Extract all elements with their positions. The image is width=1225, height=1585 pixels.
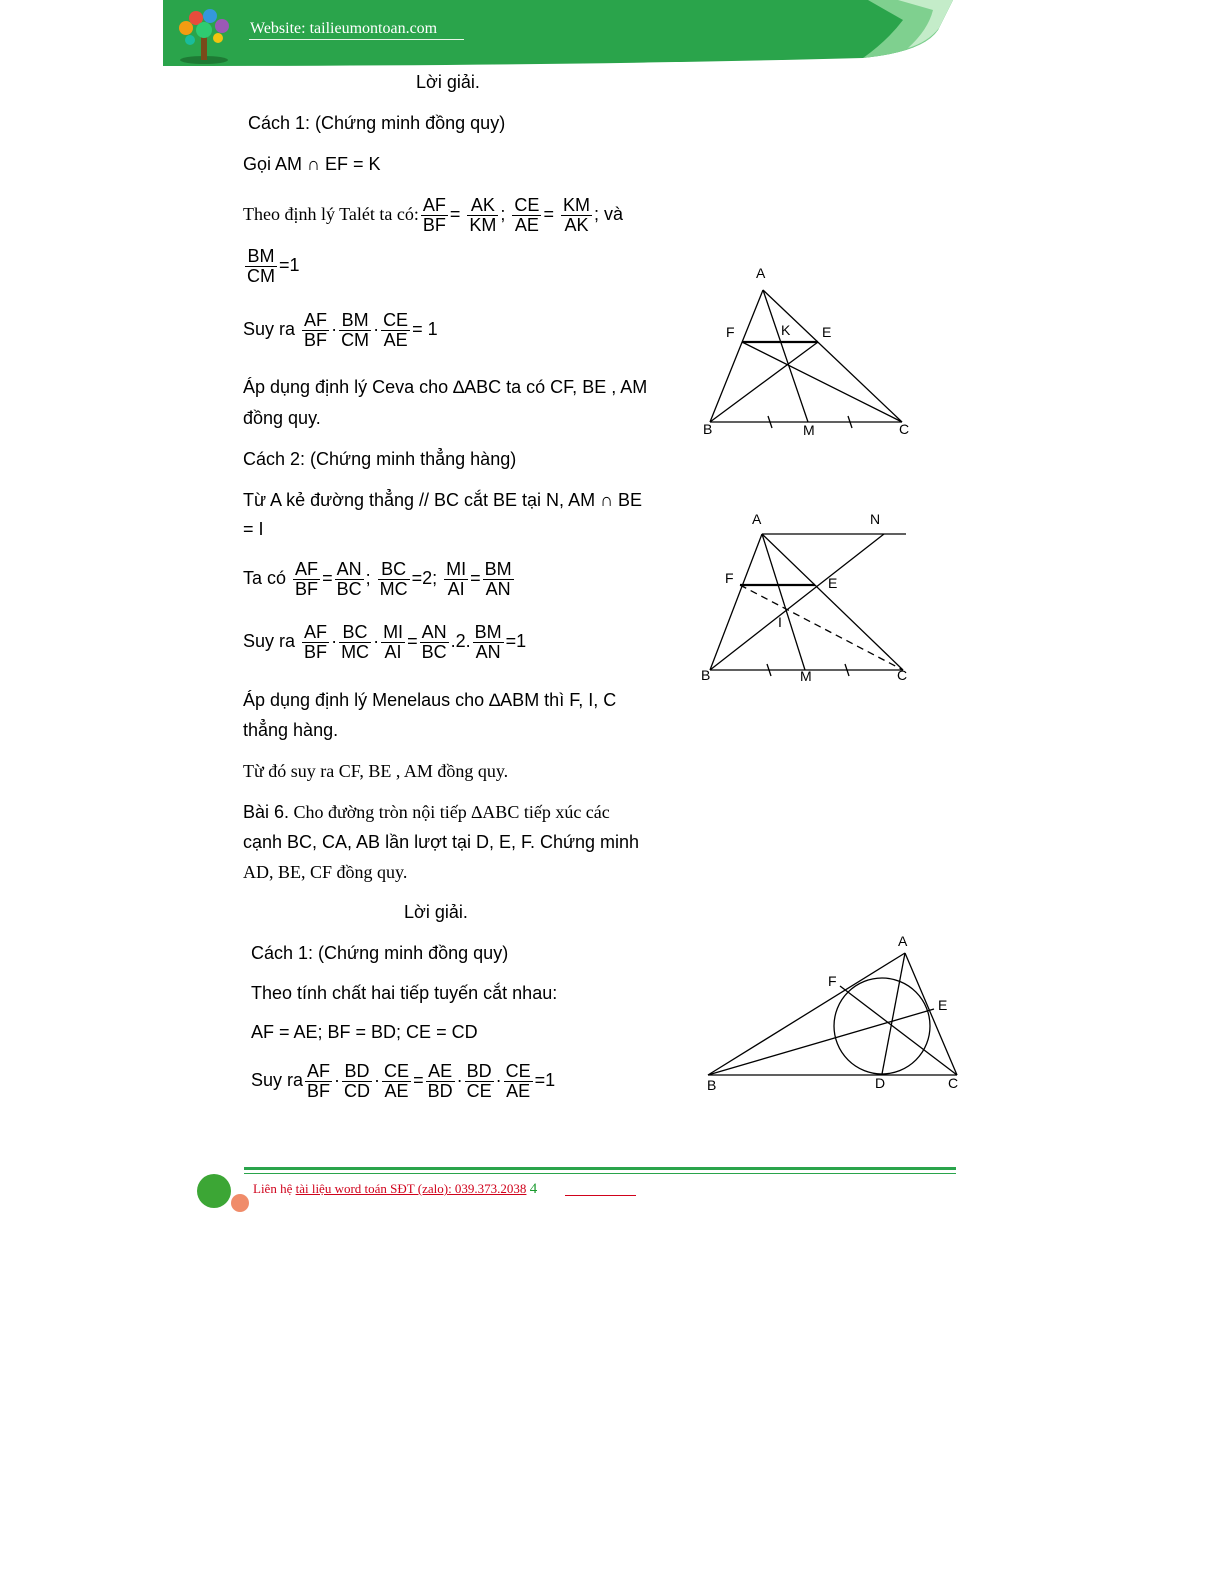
fraction: $\frac{KM}{AK}$ — [562, 195, 590, 235]
fig3-label-c: C — [948, 1075, 959, 1091]
problem-6-line-3: AD, BE, CF đồng quy. — [243, 862, 408, 882]
ceva-conclusion: Áp dụng định lý Ceva cho ∆ABC ta có CF, BE , AM — [243, 377, 648, 397]
fig2-label-e: E — [828, 575, 838, 591]
fig3-label-b: B — [707, 1077, 717, 1093]
fraction: $\frac{BM}{CM}$ — [247, 246, 275, 286]
method-1-title-b6: Cách 1: (Chứng minh đồng quy) — [251, 943, 509, 963]
tree-logo-icon — [172, 6, 236, 66]
contact-link[interactable]: tài liệu word toán SĐT (zalo): 039.373.2038 — [295, 1181, 527, 1196]
contact-underline — [565, 1195, 636, 1196]
construction-text: Từ A kẻ đường thẳng // BC cắt BE tại N, AM ∩ BE — [243, 490, 643, 510]
fig3-label-d: D — [875, 1075, 886, 1091]
construction-text-2: = I — [243, 519, 264, 539]
incircle-product: Suy ra $\frac{AF}{BF}$ · $\frac{BD}{CD}$ · $\frac{CE}{AE}$ = $\frac{AE}{BD}$ · $\frac{BD}{CE}$ · $\frac{CE}{AE}$ =1 — [251, 1061, 556, 1101]
method-1-title: Cách 1: (Chứng minh đồng quy) — [248, 113, 506, 133]
problem-text: Cho đường tròn nội tiếp ∆ABC tiếp xúc các — [289, 802, 610, 822]
fig1-label-f: F — [726, 324, 735, 340]
fig2-label-m: M — [800, 668, 812, 684]
intersection-statement: Gọi AM ∩ EF = K — [243, 154, 381, 174]
fig2-label-b: B — [701, 667, 711, 683]
ratio-bm-cm: $\frac{BM}{CM}$ =1 — [247, 246, 300, 286]
page-number: 4 — [529, 1181, 538, 1197]
final-conclusion: Từ đó suy ra CF, BE , AM đồng quy. — [243, 761, 509, 781]
thales-prefix: Theo định lý Talét ta có: — [243, 204, 419, 225]
thales-line: Theo định lý Talét ta có: $\frac{AF}{BF}$ = $\frac{AK}{KM}$ ; $\frac{CE}{AE}$ = $\frac{KM}{AK}$ ; và — [243, 195, 623, 235]
fig3-label-f: F — [828, 973, 837, 989]
fig1-label-b: B — [703, 421, 713, 437]
fraction: $\frac{AF}{BF}$ — [422, 195, 446, 235]
and-text: ; và — [593, 204, 623, 225]
menelaus-conclusion: Áp dụng định lý Menelaus cho ∆ABM thì F, I, C — [243, 690, 617, 710]
problem-6-line-2: cạnh BC, CA, AB lần lượt tại D, E, F. Chứng minh — [243, 832, 640, 852]
fig1-label-c: C — [899, 421, 910, 437]
figure-ceva-triangle — [700, 260, 920, 445]
solution-heading-2: Lời giải. — [404, 902, 468, 922]
tangent-equalities: AF = AE; BF = BD; CE = CD — [251, 1022, 478, 1042]
fig2-label-c: C — [897, 667, 908, 683]
ceva-product: Suy ra $\frac{AF}{BF}$ · $\frac{BM}{CM}$ · $\frac{CE}{AE}$ = 1 — [243, 310, 438, 350]
menelaus-product: Suy ra $\frac{AF}{BF}$ · $\frac{BC}{MC}$ · $\frac{MI}{AI}$ = $\frac{AN}{BC}$ .2. $\frac{BM}{AN}$ =1 — [243, 622, 527, 662]
footer-rule — [244, 1167, 956, 1170]
fig2-label-a: A — [752, 511, 762, 527]
ratios-line: Ta có $\frac{AF}{BF}$ = $\frac{AN}{BC}$ ; $\frac{BC}{MC}$ =2; $\frac{MI}{AI}$ = $\frac{BM}{AN}$ — [243, 559, 512, 599]
footer-bubbles-icon — [193, 1170, 253, 1216]
figure-menelaus-triangle — [698, 505, 918, 690]
website-underline — [249, 39, 464, 40]
website-label: Website: tailieumontoan.com — [250, 20, 438, 37]
footer-contact: Liên hệ tài liệu word toán SĐT (zalo): 039.373.2038 4 — [253, 1181, 538, 1197]
fig2-label-f: F — [725, 570, 734, 586]
fig1-label-a: A — [756, 265, 766, 281]
fig3-label-a: A — [898, 933, 908, 949]
problem-6 — [243, 802, 610, 823]
fraction: $\frac{AK}{KM}$ — [469, 195, 497, 235]
solution-heading-1: Lời giải. — [416, 72, 480, 92]
fig1-label-e: E — [822, 324, 832, 340]
fig1-label-k: K — [781, 322, 791, 338]
figure-incircle-triangle — [700, 928, 970, 1098]
footer-rule-thin — [244, 1173, 956, 1174]
fraction: $\frac{CE}{AE}$ — [514, 195, 540, 235]
problem-label: Bài 6. — [243, 802, 290, 822]
menelaus-conclusion-2: thẳng hàng. — [243, 720, 339, 740]
fig2-label-i: I — [778, 614, 782, 630]
method-2-title: Cách 2: (Chứng minh thẳng hàng) — [243, 449, 517, 469]
ceva-conclusion-2: đồng quy. — [243, 408, 321, 428]
tangent-property: Theo tính chất hai tiếp tuyến cắt nhau: — [251, 983, 558, 1003]
fig2-label-n: N — [870, 511, 881, 527]
fig1-label-m: M — [803, 422, 815, 438]
fig3-label-e: E — [938, 997, 948, 1013]
